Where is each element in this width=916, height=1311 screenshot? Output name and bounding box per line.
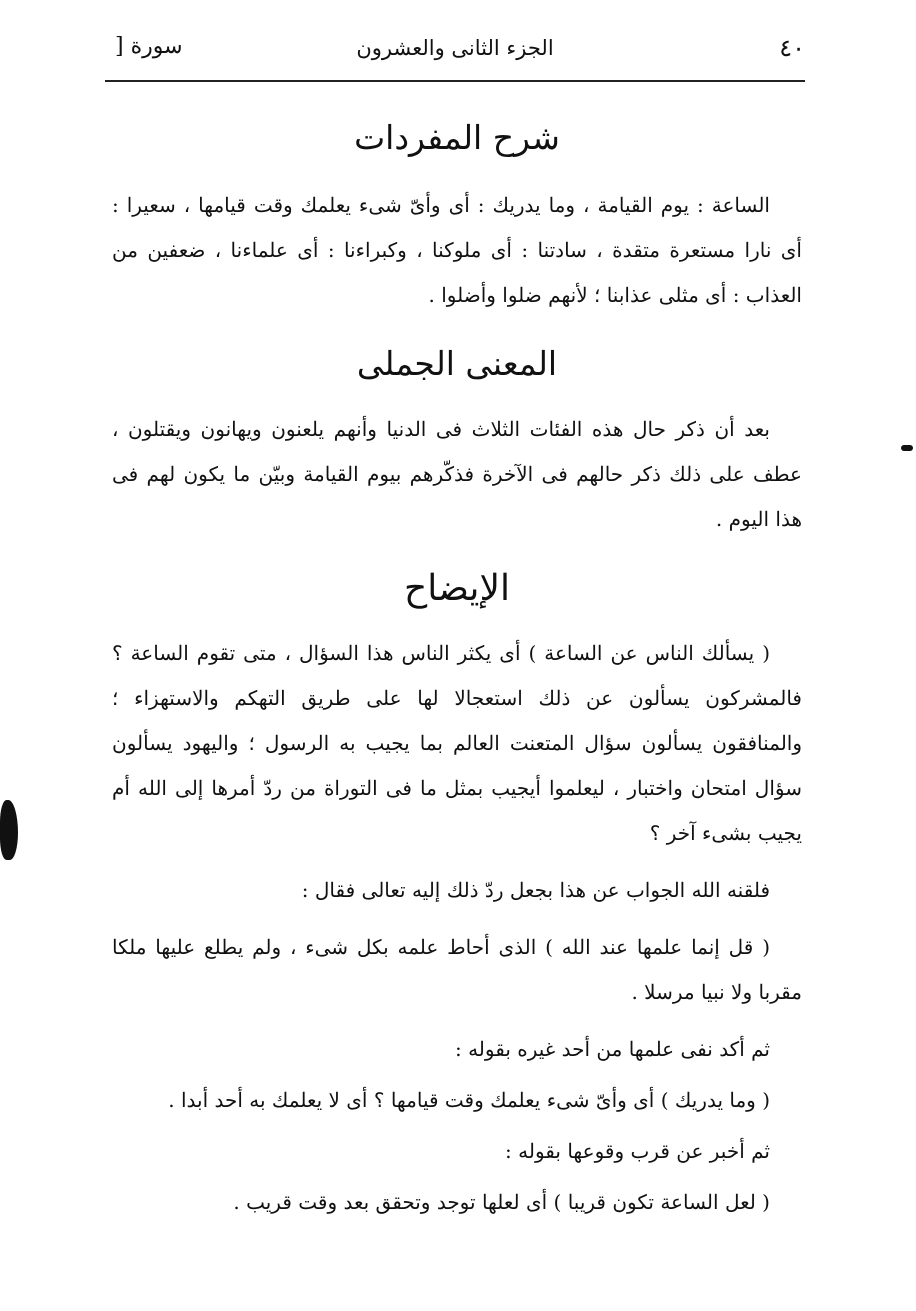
explanation-paragraph-4: ثم أكد نفى علمها من أحد غيره بقوله :: [454, 1037, 770, 1061]
page-content: [112, 96, 802, 1225]
explanation-paragraph-3: ( قل إنما علمها عند الله ) الذى أحاط علمه بكل شىء ، ولم يطلع عليها ملكا مقربا ولا نبيا مرسلا .: [112, 935, 802, 1004]
summary-paragraph: بعد أن ذكر حال هذه الفئات الثلاث فى الدنيا وأنهم يلعنون ويهانون ويقتلون ، عطف على ذلك ذكر حالهم فى الآخرة فذكّرهم بيوم القيامة وبيّن ما يكون لهم فى هذا اليوم .: [112, 417, 802, 531]
running-title: الجزء الثانى والعشرون: [356, 36, 554, 60]
summary-heading: المعنى الجملى: [356, 344, 558, 383]
margin-ink-mark: [901, 445, 913, 451]
page-number: ٤٠: [779, 34, 805, 62]
explanation-paragraph-7: ( لعل الساعة تكون قريبا ) أى لعلها توجد وتحقق بعد وقت قريب .: [233, 1190, 770, 1214]
vocab-paragraph: الساعة : يوم القيامة ، وما يدريك : أى وأىّ شىء يعلمك وقت قيامها ، سعيرا : أى نارا مستعرة متقدة ، سادتنا : أى ملوكنا ، وكبراءنا : أى علماءنا ، ضعفين من العذاب : أى مثلى عذابنا ؛ لأنهم ضلوا وأضلوا .: [112, 193, 802, 307]
surah-label: سورة [: [115, 34, 183, 59]
explanation-heading: الإيضاح: [404, 568, 510, 609]
explanation-paragraph-5: ( وما يدريك ) أى وأىّ شىء يعلمك وقت قيامها ؟ أى لا يعلمك به أحد أبدا .: [168, 1088, 770, 1112]
page-header: [105, 30, 805, 74]
explanation-paragraph-1: ( يسألك الناس عن الساعة ) أى يكثر الناس هذا السؤال ، متى تقوم الساعة ؟ فالمشركون يسألون عن ذلك استعجالا لها على طريق التهكم والاستهزاء ؛ والمنافقون يسألون سؤال المتعنت العالم بما يجيب به الرسول ؛ واليهود يسألون سؤال امتحان واختبار ، ليعلموا أيجيب بمثل ما فى التوراة من ردّ أمرها إلى الله أم يجيب بشىء آخر ؟: [112, 641, 802, 845]
vocab-heading: شرح المفردات: [354, 118, 560, 157]
margin-ink-blot: [0, 800, 18, 860]
header-rule: [105, 80, 805, 82]
explanation-paragraph-2: فلقنه الله الجواب عن هذا بجعل ردّ ذلك إليه تعالى فقال :: [301, 878, 770, 902]
explanation-paragraph-6: ثم أخبر عن قرب وقوعها بقوله :: [505, 1139, 770, 1163]
